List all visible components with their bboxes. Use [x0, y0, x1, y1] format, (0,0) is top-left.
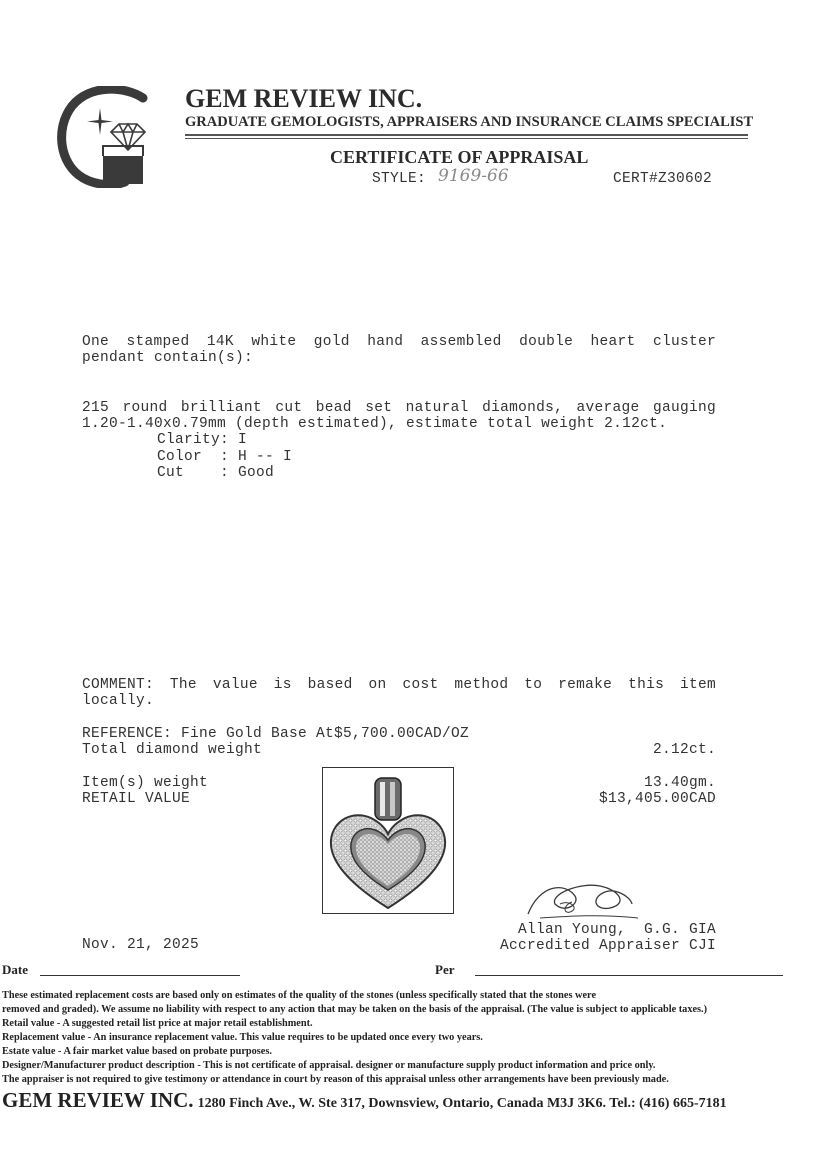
diamond-weight-label: Total diamond weight: [82, 742, 263, 758]
style-number-handwritten: 9169-66: [438, 166, 509, 186]
footer-company-name: GEM REVIEW INC.: [2, 1088, 194, 1112]
date-label: Date: [2, 962, 28, 977]
per-label: Per: [435, 962, 455, 977]
certificate-number: CERT#Z30602: [613, 171, 713, 187]
company-tagline: GRADUATE GEMOLOGISTS, APPRAISERS AND INSURANCE CLAIMS SPECIALIST: [185, 114, 754, 130]
disclaimer-designer: Designer/Manufacturer product description - This is not certificate of appraisal. designer or manufacture supply product information and price only.: [2, 1060, 656, 1071]
product-photo: [322, 767, 454, 914]
disclaimer-retail-value: Retail value - A suggested retail list price at major retail establishment.: [2, 1018, 313, 1029]
disclaimer-testimony: The appraiser is not required to give testimony or attendance in court by reason of this appraisal unless other arrangements have been previously made.: [2, 1074, 669, 1085]
item-description-line2: pendant contain(s):: [82, 350, 254, 366]
appraiser-credential: Accredited Appraiser CJI: [499, 938, 716, 954]
disclaimer-line-1: These estimated replacement costs are based only on estimates of the quality of the stones (unless specifically stated that the stones were: [2, 990, 597, 1001]
heart-pendant-image: [323, 768, 453, 913]
disclaimer-line-2: removed and graded). We assume no liability with respect to any action that may be taken on the basis of the appraisal. (The value is subject to applicable taxes.): [2, 1004, 708, 1015]
header-rule-top: [185, 134, 748, 136]
reference-gold-price: REFERENCE: Fine Gold Base At$5,700.00CAD/OZ: [82, 726, 470, 742]
retail-value-label: RETAIL VALUE: [82, 791, 191, 807]
certificate-title: CERTIFICATE OF APPRAISAL: [330, 147, 589, 167]
date-signature-line: [40, 975, 240, 976]
diamond-weight-value: 2.12ct.: [652, 742, 716, 758]
disclaimer-estate-value: Estate value - A fair market value based on probate purposes.: [2, 1046, 272, 1057]
diamond-description-line1: 215 round brilliant cut bead set natural diamonds, average gauging: [82, 400, 716, 416]
diamond-description-line2: 1.20-1.40x0.79mm (depth estimated), estimate total weight 2.12ct.: [82, 416, 668, 432]
company-logo: [55, 86, 155, 188]
clarity-grade: Clarity: I: [157, 432, 248, 448]
header-rule-bottom: [185, 138, 748, 139]
footer-contact: [2, 1088, 727, 1113]
style-label: STYLE:: [372, 171, 427, 187]
comment-line1: COMMENT: The value is based on cost method to remake this item: [82, 677, 716, 693]
item-weight-value: 13.40gm.: [643, 775, 716, 791]
comment-line2: locally.: [82, 693, 155, 709]
company-name: GEM REVIEW INC.: [185, 84, 423, 113]
appraisal-date: Nov. 21, 2025: [82, 937, 200, 953]
cut-grade: Cut : Good: [157, 465, 275, 481]
per-signature-line: [475, 975, 783, 976]
footer-address: 1280 Finch Ave., W. Ste 317, Downsview, Ontario, Canada M3J 3K6. Tel.: (416) 665-7181: [197, 1096, 727, 1111]
retail-value-amount: $13,405.00CAD: [598, 791, 716, 807]
disclaimer-replacement-value: Replacement value - An insurance replacement value. This value requires to be updated once every two years.: [2, 1032, 483, 1043]
color-grade: Color : H -- I: [157, 449, 293, 465]
item-weight-label: Item(s) weight: [82, 775, 209, 791]
item-description-line1: One stamped 14K white gold hand assembled double heart cluster: [82, 334, 716, 350]
appraiser-name: Allan Young, G.G. GIA: [517, 922, 716, 938]
